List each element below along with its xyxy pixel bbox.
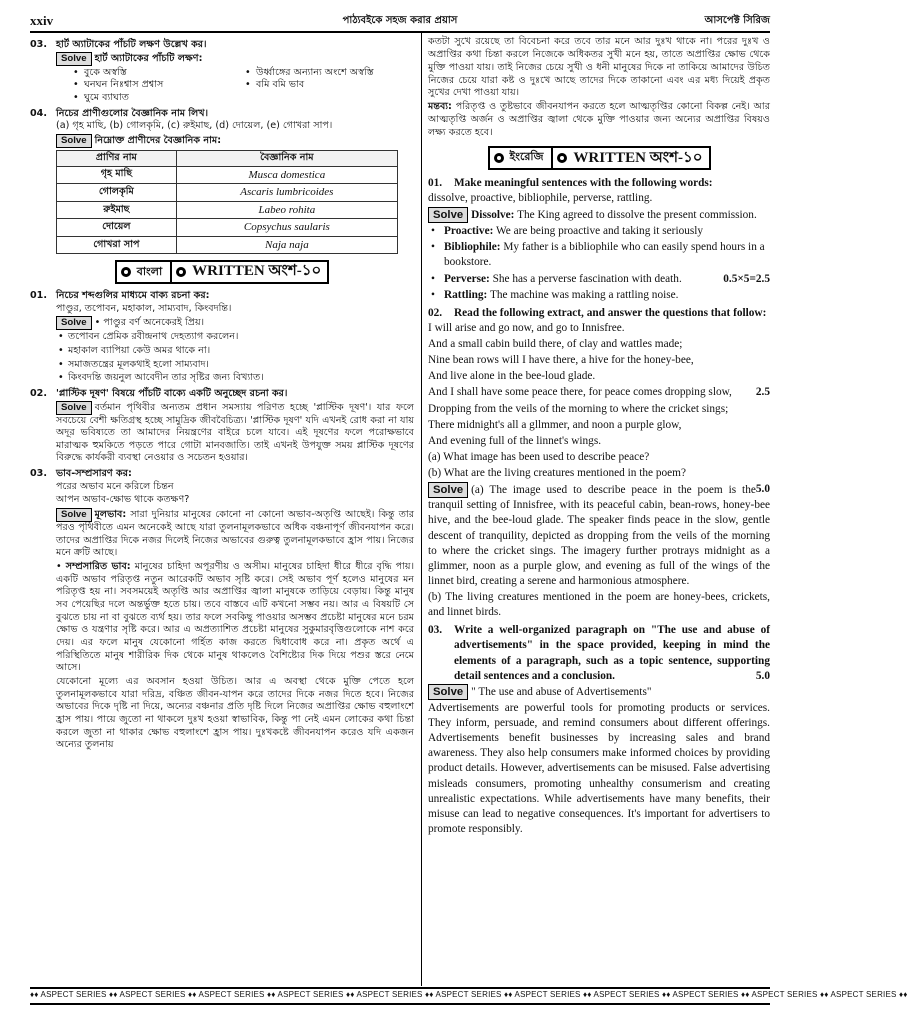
verse-line: পরের অভাব মনে করিলে চিন্তন [56, 480, 174, 492]
poem-line: And evening full of the linnet's wings. [428, 434, 602, 447]
scientific-name-table [56, 150, 398, 254]
question-text: 'প্লাস্টিক দূষণ' বিষয়ে পাঁচটি বাক্যে একটি অনুচ্ছেদ রচনা কর। [56, 387, 288, 399]
expanded-idea: মানুষের চাহিদা অপূরণীয় ও অসীম। মানুষের চাহিদা ধীরে ধীরে বৃদ্ধি পায়। একটি অভাব পরিতৃপ্ত নতুন আরেকটি অভাব সৃষ্টি করে। সেই অভাব পূর্ণ হলেও মানুষের মন পরিতৃপ্ত হয় না। সবসময়েই অতৃপ্তি আর অপ্রাপ্তির জ্বালা মানুষকে তাড়িয়ে বেড়ায়। কিন্তু মানুষ সব পেয়েছির দলে অন্তর্ভুক্ত হতে চায়। তবে বাস্তবে এটি কখনো সম্ভব নয়। আর এ বিষয়টি সে বুঝতে চায় না বা বুঝতে ব্যর্থ হয়। তার ফলে সবকিছু পাওয়ার অসম্ভব প্রচেষ্টা মানুষের মনে চরম ক্ষোভ ও যন্ত্রণার সৃষ্টি করে। আর এ অপ্রত্যাশিত প্রচেষ্টা মানুষের সুকুমারবৃত্তিগুলোকে নাশ করে দেয়। এর ফলে মানুষ যেকোনো গর্হিত কাজ করতে দ্বিধাবোধ করে না। প্রকৃত অর্থে এ পরিস্থিতিতে মানুষ শারীরিক দিক থেকে মানুষ থাকলেও বৈশিষ্ট্যের দিক দিয়ে পশুর স্তরে নেমে আসে। [56, 561, 415, 674]
solve-tag: Solve [428, 207, 468, 223]
poem-line: And a small cabin build there, of clay and wattles made; [428, 338, 683, 351]
sentence: My father is a bibliophile who can easily spend hours in a bookstore. [444, 241, 765, 269]
sentence: The King agreed to dissolve the present commission. [517, 209, 757, 222]
solve-tag: Solve [428, 482, 468, 498]
question-text: Make meaningful sentences with the following words: [454, 176, 713, 189]
page-header [30, 10, 770, 30]
question-sub: (a) গৃহ মাছি, (b) গোলকৃমি, (c) রুইমাছ, (d) দোয়েল, (e) গোখরা সাপ। [56, 120, 333, 132]
footer-series-strip: ♦♦ ASPECT SERIES ♦♦ ASPECT SERIES ♦♦ ASPECT SERIES ♦♦ ASPECT SERIES ♦♦ ASPECT SERIES ♦♦ ASPECT SERIES ♦♦ ASPECT SERIES ♦♦ ASPECT SERIES ♦♦ ASPECT SERIES ♦♦ ASPECT SERIES ♦♦ ASPECT SERIES ♦♦ [30, 987, 770, 1005]
circle-bullet-icon [176, 267, 186, 277]
sub-question: (a) What image has been used to describe peace? [428, 450, 650, 463]
section-banner-bangla: বাংলা WRITTEN অংশ-১০ [30, 260, 414, 284]
question-text: নিচের শব্দগুলির মাধ্যমে বাক্য রচনা কর: [56, 289, 210, 301]
solve-tag: Solve [56, 508, 92, 522]
column-divider [421, 33, 422, 986]
solve-tag: Solve [56, 134, 92, 148]
word-list: dissolve, proactive, bibliophile, perverse, rattling. [428, 191, 653, 204]
poem-extract [428, 321, 770, 449]
header-series: আসপেক্ট সিরিজ [704, 15, 770, 26]
question-04-scientific-names: 04. নিচের প্রাণীগুলোর বৈজ্ঞানিক নাম লিখ। (a) গৃহ মাছি, (b) গোলকৃমি, (c) রুইমাছ, (d) দোয়েল, (e) গোখরা সাপ। Solve নিম্নোক্ত প্রাণীদের বৈজ্ঞানিক নাম: প্রাণির নাম বৈজ্ঞানিক নাম গৃহ মাছি Musca domestica গোলকৃমি Ascaris lumbricoides রুইমাছ Labeo rohita দোয়েল Copsychus saularis গোখরা সাপ Naja naja [30, 108, 414, 255]
table-row: রুইমাছ Labeo rohita [57, 201, 398, 219]
paragraph-title: " The use and abuse of Advertisements" [471, 685, 652, 698]
answer-paragraph: বর্তমান পৃথিবীর অন্যতম প্রধান সমস্যায় পরিণত হচ্ছে 'প্লাস্টিক দূষণ'। যার ফলে সবচেয়ে বেশী ক্ষতিগ্রস্থ হচ্ছে সামুদ্রিক জীববৈচিত্র্য। 'প্লাস্টিক দূষণ' যদি এখনই রোধ করা না যায় অদূর ভবিষ্যতে তা আমাদের নিয়ন্ত্রণের বাইরে চলে যাবে। এই দূষণের ফলে পরোক্ষভাবে মারাত্মক হুমকিতে পড়তে পারে গোটা মানবজাতি। তাই এখনই উপযুক্ত সময় প্লাস্টিক দূষণের বিরুদ্ধে কার্যকরী ব্যবস্থা নেওয়ার ও সচেতন হওয়ার। [56, 401, 414, 464]
list-item: • মহাকাল ব্যাপিয়া কেউ অমর থাকে না। [30, 345, 414, 358]
marks: 5.0 [755, 669, 770, 682]
question-03-heart: 03. হার্ট অ্যাটাকের পাঁচটি লক্ষণ উল্লেখ কর। Solve হার্ট অ্যাটাকের পাঁচটি লক্ষণ: • বুকে অস্বস্তি • উর্ধ্বাঙ্গের অন্যান্য অংশে অস্বস্তি • ঘনঘন নিঃশ্বাস প্রশ্বাস • বমি বমি ভাব • ঘুমে ব্যাঘাত [30, 39, 414, 105]
sub-question: (b) What are the living creatures mentioned in the poem? [428, 467, 686, 480]
column-header: বৈজ্ঞানিক নাম [176, 150, 397, 166]
answer-b: (b) The living creatures mentioned in the poem are honey-bees, crickets, and linnet birds. [428, 591, 770, 619]
circle-bullet-icon [557, 153, 567, 163]
comment-label: মন্তব্য: [428, 101, 452, 113]
answer-heading: হার্ট অ্যাটাকের পাঁচটি লক্ষণ: [94, 52, 203, 64]
question-text: নিচের প্রাণীগুলোর বৈজ্ঞানিক নাম লিখ। [56, 107, 209, 119]
poem-line: And I shall have some peace there, for peace comes dropping slow, [428, 386, 732, 399]
list-item: • সমাজতন্ত্রের মূলকথাই হলো সাম্যবাদ। [30, 359, 414, 372]
list-item: • উর্ধ্বাঙ্গের অন্যান্য অংশে অস্বস্তি [242, 67, 414, 80]
marks: 2.5 [755, 386, 770, 399]
right-column [428, 36, 770, 984]
sentence: পাণ্ডুর বর্ণ অনেকেরই প্রিয়। [103, 317, 205, 329]
marks: 0.5×5=2.5 [723, 272, 770, 285]
solve-tag: Solve [428, 684, 468, 700]
solve-tag: Solve [56, 316, 92, 330]
table-header-row [57, 150, 398, 166]
comment-text: পরিতৃপ্ত ও তুষ্টভাবে জীবনযাপন করতে হলে আত্মতৃপ্তির কোনো বিকল্প নেই। আর আত্মতৃপ্তি অর্জন ও অপ্রাপ্তির জ্বালা থেকে মুক্তি পাওয়ার জন্য অন্যের অপ্রাপ্তির বিষয়ও লক্ষ্য করতে হবে। [428, 101, 770, 138]
paragraph-body: Advertisements are powerful tools for promoting products or services. They inform, persuade, and remind consumers about different offerings. Advertisements benefit businesses by increasing sales and brand awareness. They also help consumers make informed choices by providing product details. However, advertisements can be misused. False advertising misleads consumers, promoting unhealthy consumerism and creating unrealistic expectations. While advertisements have many benefits, their misuse can lead to negative consequences. It's important for advertisers to promote responsibly. [428, 701, 770, 835]
bangla-question-02: 02. 'প্লাস্টিক দূষণ' বিষয়ে পাঁচটি বাক্যে একটি অনুচ্ছেদ রচনা কর। Solve বর্তমান পৃথিবীর অন্যতম প্রধান সমস্যায় পরিণত হচ্ছে 'প্লাস্টিক দূষণ'। যার ফলে সবচেয়ে বেশী ক্ষতিগ্রস্থ হচ্ছে সামুদ্রিক জীববৈচিত্র্য। 'প্লাস্টিক দূষণ' যদি এখনই রোধ করা না যায় অদূর ভবিষ্যতে তা আমাদের নিয়ন্ত্রণের বাইরে চলে যাবে। এই দূষণের ফলে পরোক্ষভাবে মারাত্মক হুমকিতে পড়তে পারে গোটা মানবজাতি। তাই এখনই উপযুক্ত সময় প্লাস্টিক দূষণের বিরুদ্ধে কার্যকরী ব্যবস্থা নেওয়ার ও সচেতন হওয়ার। [30, 387, 414, 464]
question-text: Write a well-organized paragraph on "The use and abuse of advertisements" in the space provided, keeping in mind the elements of a paragraph, such as a topic sentence, supporting detail sentences and a conclusion. [454, 624, 770, 682]
table-row: গোলকৃমি Ascaris lumbricoides [57, 184, 398, 202]
question-text: হার্ট অ্যাটাকের পাঁচটি লক্ষণ উল্লেখ কর। [56, 39, 207, 50]
symptom-list [30, 67, 414, 105]
list-item: • কিংবদন্তি জয়নুল আবেদীন তার সৃষ্টির জন্য বিখ্যাত। [30, 372, 414, 385]
english-question-03: 03. Write a well-organized paragraph on "The use and abuse of advertisements" in the space provided, keeping in mind the elements of a paragraph, such as a topic sentence, supporting detail sentences and a conclusion. 5.0 Solve " The use and abuse of Advertisements" Advertisements are powerful tools for promoting products or services. They inform, persuade, and remind consumers about different offerings. Advertisements benefit businesses by increasing sales and brand awareness. They also help consumers make informed choices by providing product details. However, advertisements can be misused. False advertising misleads consumers, promoting unhealthy consumerism and creating unrealistic expectations. While advertisements have many benefits, their misuse can lead to negative consequences. It's important for advertisers to promote responsibly. [428, 623, 770, 837]
list-item: • তপোবন প্রেমিক রবীন্দ্রনাথ দেহত্যাগ করলেন। [30, 331, 414, 344]
answer-heading: নিম্নোক্ত প্রাণীদের বৈজ্ঞানিক নাম: [94, 134, 222, 146]
solve-tag: Solve [56, 52, 92, 66]
poem-line: There midnight's all a gllmmer, and noon a purple glow, [428, 418, 682, 431]
table-row: দোয়েল Copsychus saularis [57, 219, 398, 237]
left-column [30, 36, 414, 984]
sentence: The machine was making a rattling noise. [489, 288, 679, 301]
question-text: Read the following extract, and answer the questions that follow: [454, 306, 767, 319]
english-question-02: 02. Read the following extract, and answer the questions that follow: I will arise and go now, and go to Innisfree. And a small cabin build there, of clay and wattles made; Nine bean rows will I have there, a hive for the honey-bee, And live alone in the bee-loud glade. And I shall have some peace there, for peace comes dropping slow, 2.5 Dropping from the veils of the morning to where the cricket sings; There midnight's all a gllmmer, and noon a purple glow, And evening full of the linnet's wings. (a) What image has been used to describe peace? (b) What are the living creatures mentioned in the poem? Solve 5.0 (a) The image used to describe peace in the poem is the tranquil setting of Innisfree, with its peaceful cabin, bean-rows, honey-bee hive, and the bee-loud glade. The speaker finds peace in the slow, gentle descent of tranquility, depicted as dropping from the veils of the morning to where the cricket sings. The imagery further protrays midnight as a glimmer, noon as a purple glow, and evening as full of the wings of the linnet bird, creating a serene and harmonious atmosphere. (b) The living creatures mentioned in the poem are honey-bees, crickets, and linnet birds. [428, 306, 770, 621]
table-row: গোখরা সাপ Naja naja [57, 236, 398, 254]
english-question-01: 01. Make meaningful sentences with the following words: dissolve, proactive, bibliophile, perverse, rattling. Solve Dissolve: The King agreed to dissolve the present commission. • Proactive: We are being proactive and taking it seriously • Bibliophile: My father is a bibliophile who can easily spend hours in a bookstore. • Perverse: She has a perverse fascination with death. 0.5×5=2.5 • Rattling: The machine was making a rattling noise. [428, 176, 770, 303]
list-item: • বুকে অস্বস্তি [70, 67, 242, 80]
section-banner-english: ইংরেজি WRITTEN অংশ-১০ [428, 146, 770, 170]
column-header: প্রাণির নাম [57, 150, 177, 166]
circle-bullet-icon [121, 267, 131, 277]
question-text: ভাব-সম্প্রসারণ কর: [56, 468, 132, 480]
solve-tag: Solve [56, 401, 92, 415]
circle-bullet-icon [494, 153, 504, 163]
expanded-idea-cont: যেকোনো মূল্যে এর অবসান হওয়া উচিত। আর এ অবস্থা থেকে মুক্তি পেতে হলে তুলনামূলকভাবে যারা দরিদ্র, বঞ্চিত জীবন-যাপন করে তাদের দিকে নজর দিতে হবে। নিজের অভাবের দিকে দৃষ্টি না দিয়ে, অন্যের বঞ্চনার প্রতি দৃষ্টি দিলে নিজের অপ্রাপ্তির ক্ষোভ বহুলাংশে হ্রাস পায়। পায়ে জুতো না থাকলে দুঃখ হওয়া স্বাভাবিক, কিন্তু পা নেই এমন লোকের কথা চিন্তা করলে জুতা না থাকার ক্ষোভ বহুলাংশে হ্রাস পায়। দুঃখকষ্টে জীবনযাপন করেও যদি একজন অন্যের তুলনায় [56, 675, 414, 751]
list-item: • ঘুমে ব্যাঘাত [70, 92, 242, 105]
answer-a: (a) The image used to describe peace in the poem is the tranquil setting of Innisfree, with its peaceful cabin, bean-rows, honey-bee hive, and the bee-loud glade. The speaker finds peace in the slow, gentle descent of tranquility, depicted as dropping from the veils of the morning to where the cricket sings. The imagery further protrays midnight as a glimmer, noon as a purple glow, and evening as full of the wings of the linnet bird, creating a serene and harmonious atmosphere. [428, 484, 770, 587]
header-tagline: পাঠ্যবইকে সহজ করার প্রয়াস [342, 15, 458, 26]
page-number: xxiv [30, 13, 54, 28]
poem-line: And live alone in the bee-loud glade. [428, 370, 596, 383]
word-list: পাণ্ডুর, তপোবন, মহাকাল, সাম্যবাদ, কিংবদন্তি। [56, 302, 232, 314]
bangla-question-03: 03. ভাব-সম্প্রসারণ কর: পরের অভাব মনে করিলে চিন্তন আপন অভাব-ক্ষোভ থাকে কতক্ষণ? Solve মূলভাব: সারা দুনিয়ার মানুষের কোনো না কোনো অভাব-অতৃপ্তি আছেই। কিন্তু তার পরও পৃথিবীতে এমন অনেকেই আছে যারা তুলনামূলকভাবে অধিক বঞ্চনাপূর্ণ জীবনযাপন করে। তাদের অপ্রাপ্তির দিকে নজর দিলেই নিজের অভাবের গুরুত্ব তুলনামূলকভাবে হ্রাস পায়। নিজের মনে ক্রটি আছে। • সম্প্রসারিত ভাব: মানুষের চাহিদা অপূরণীয় ও অসীম। মানুষের চাহিদা ধীরে ধীরে বৃদ্ধি পায়। একটি অভাব পরিতৃপ্ত নতুন আরেকটি অভাব সৃষ্টি করে। সেই অভাব পূর্ণ হলেও মানুষের মন পরিতৃপ্ত হয় না। সবসময়েই অতৃপ্তি আর অপ্রাপ্তির জ্বালা মানুষকে তাড়িয়ে বেড়ায়। কিন্তু মানুষ সব পেয়েছির দলে অন্তর্ভুক্ত হতে চায়। তবে বাস্তবে এটি কখনো সম্ভব নয়। আর এ বিষয়টি সে বুঝতে চায় না বা বুঝতে ব্যর্থ হয়। তার ফলে সবকিছু পাওয়ার অসম্ভব প্রচেষ্টা মানুষের মনে চরম ক্ষোভ ও যন্ত্রণার সৃষ্টি করে। আর এ অপ্রত্যাশিত প্রচেষ্টা মানুষের সুকুমারবৃত্তিগুলোকে নাশ করে দেয়। এর ফলে মানুষ যেকোনো গর্হিত কাজ করতে দ্বিধাবোধ করে না। প্রকৃত অর্থে এ পরিস্থিতিতে মানুষ শারীরিক দিক থেকে মানুষ থাকলেও বৈশিষ্ট্যের দিক দিয়ে পশুর স্তরে নেমে আসে। যেকোনো মূল্যে এর অবসান হওয়া উচিত। আর এ অবস্থা থেকে মুক্তি পেতে হলে তুলনামূলকভাবে যারা দরিদ্র, বঞ্চিত জীবন-যাপন করে তাদের দিকে নজর দিতে হবে। নিজের অভাবের দিকে দৃষ্টি না দিয়ে, অন্যের বঞ্চনার প্রতি দৃষ্টি দিলে নিজের অপ্রাপ্তির ক্ষোভ বহুলাংশে হ্রাস পায়। পায়ে জুতো না থাকলে দুঃখ হওয়া স্বাভাবিক, কিন্তু পা নেই এমন লোকের কথা চিন্তা করলে জুতা না থাকার ক্ষোভ বহুলাংশে হ্রাস পায়। দুঃখকষ্টে জীবনযাপন করেও যদি একজন অন্যের তুলনায় [30, 468, 415, 751]
list-item: • ঘনঘন নিঃশ্বাস প্রশ্বাস [70, 79, 242, 92]
list-item: • বমি বমি ভাব [242, 79, 414, 92]
table-row: গৃহ মাছি Musca domestica [57, 166, 398, 184]
marks: 5.0 [755, 483, 770, 496]
core-label: মূলভাব: [94, 509, 127, 521]
bangla-question-01: 01. নিচের শব্দগুলির মাধ্যমে বাক্য রচনা কর: পাণ্ডুর, তপোবন, মহাকাল, সাম্যবাদ, কিংবদন্তি। Solve • পাণ্ডুর বর্ণ অনেকেরই প্রিয়। • তপোবন প্রেমিক রবীন্দ্রনাথ দেহত্যাগ করলেন। • মহাকাল ব্যাপিয়া কেউ অমর থাকে না। • সমাজতন্ত্রের মূলকথাই হলো সাম্যবাদ। • কিংবদন্তি জয়নুল আবেদীন তার সৃষ্টির জন্য বিখ্যাত। [30, 290, 414, 385]
poem-line: I will arise and go now, and go to Innisfree. [428, 321, 625, 334]
continued-text: কতটা সুখে রয়েছে তা বিবেচনা করে তবে তার মনে আর দুঃখ থাকে না। পরের দুঃখ ও অপ্রাপ্তির কথা চিন্তা করলে নিজেকে অধিকতর সুখী মনে হয়, তাতে অপ্রাপ্তির ক্ষোভ থেকে মুক্তি পাওয়া যায়। তাই নিজের চেয়ে সুখী ও ধনী মানুষের দিকে না তাকিয়ে আমাদের উচিত নিজের চেয়ে যারা কষ্ট ও দুঃখে আছে তাদের দিকে তাকানো এবং এর মধ্য দিয়েই প্রকৃত সুখের দেখা পাওয়া যায়। [428, 36, 770, 99]
core-idea: সারা দুনিয়ার মানুষের কোনো না কোনো অভাব-অতৃপ্তি আছেই। কিন্তু তার পরও পৃথিবীতে এমন অনেকেই আছে যারা তুলনামূলকভাবে অধিক বঞ্চনাপূর্ণ জীবনযাপন করে। তাদের অপ্রাপ্তির দিকে নজর দিলেই নিজের অভাবের গুরুত্ব তুলনামূলকভাবে হ্রাস পায়। নিজের মনে ক্রটি আছে। [56, 509, 414, 559]
sentence: We are being proactive and taking it seriously [495, 225, 704, 238]
header-rule [30, 31, 770, 33]
poem-line: Nine bean rows will I have there, a hive for the honey-bee, [428, 354, 694, 367]
verse-line: আপন অভাব-ক্ষোভ থাকে কতক্ষণ? [56, 494, 190, 506]
sentence: She has a perverse fascination with death. [492, 272, 682, 285]
expanded-label: সম্প্রসারিত ভাব: [65, 561, 131, 573]
poem-line: Dropping from the veils of the morning to where the cricket sings; [428, 402, 729, 415]
